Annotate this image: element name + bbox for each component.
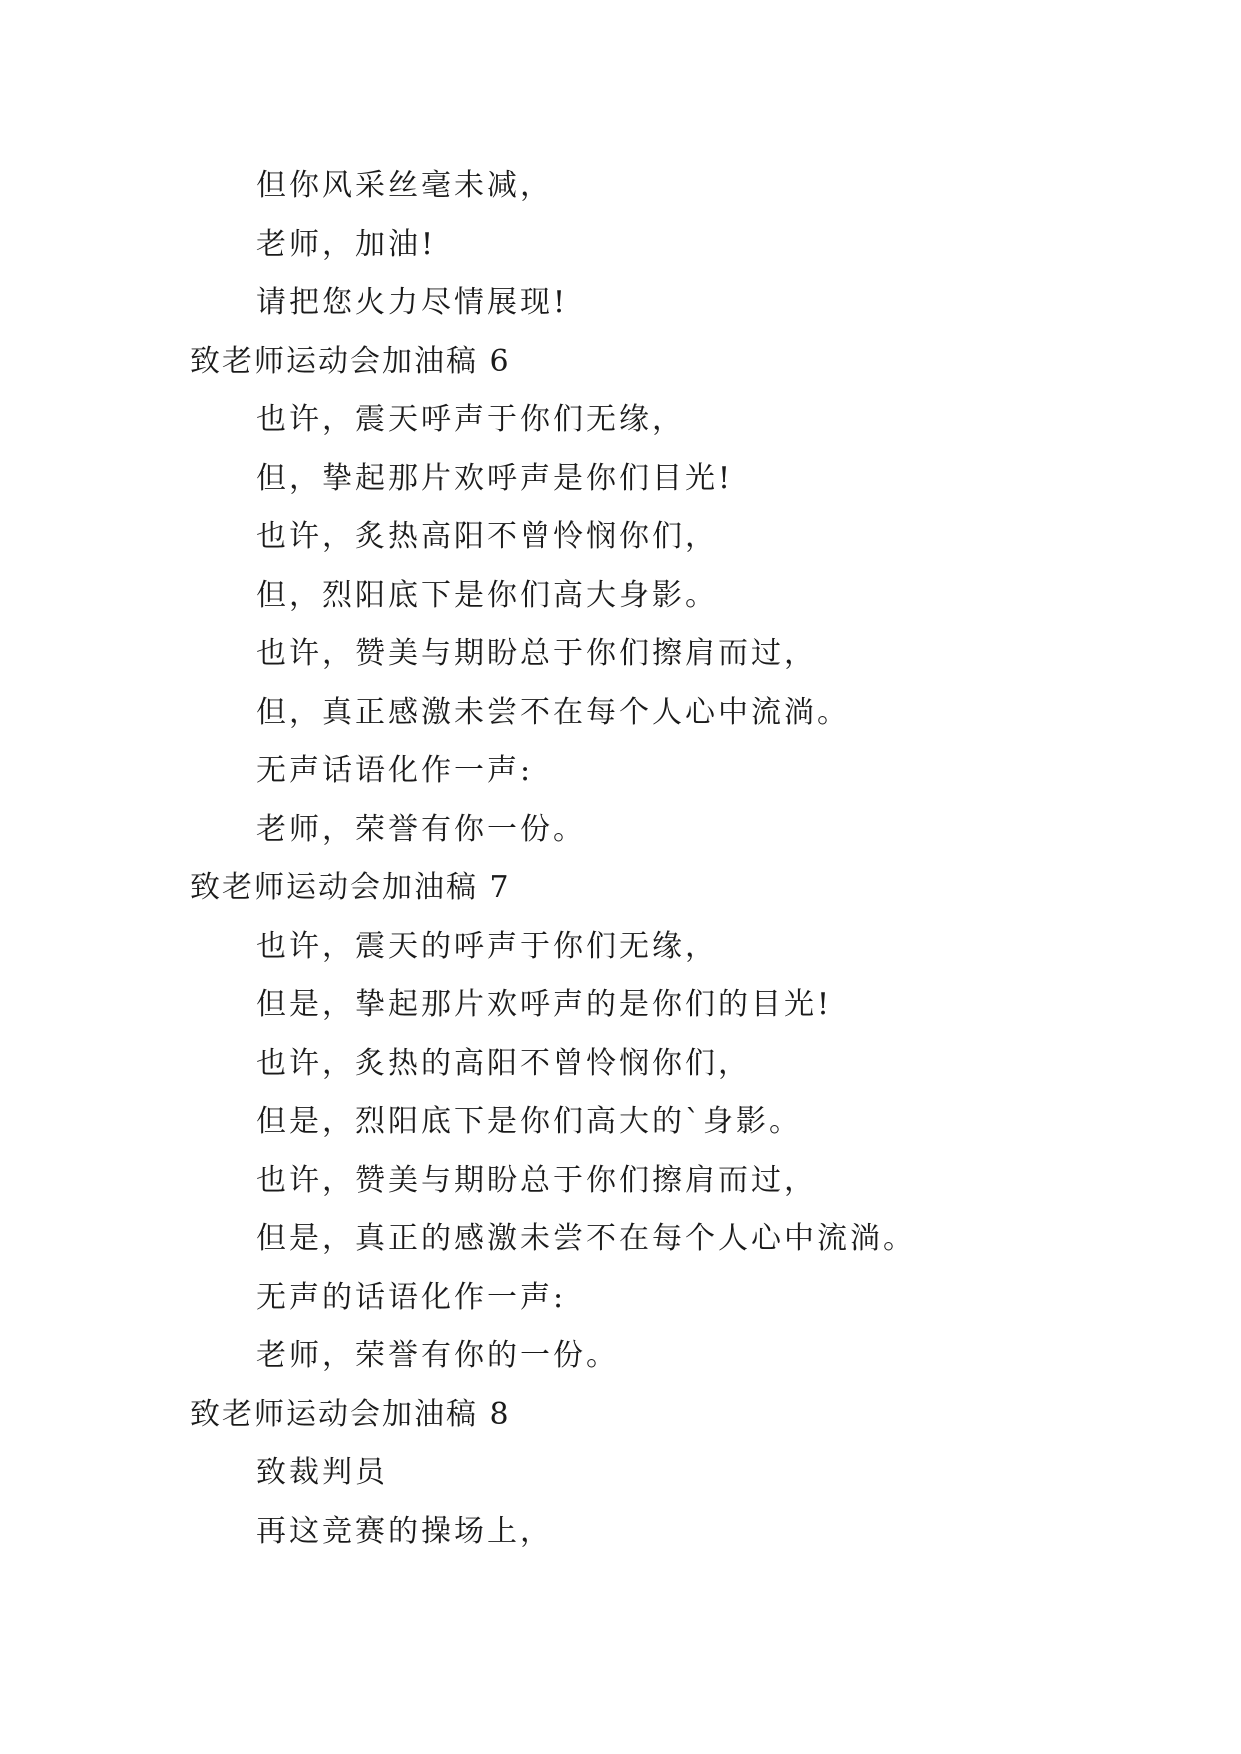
body-line: 也许，炙热的高阳不曾怜悯你们， xyxy=(256,1046,751,1081)
body-line: 但是，真正的感激未尝不在每个人心中流淌。 xyxy=(256,1221,916,1256)
body-line: 老师，加油! xyxy=(256,227,437,262)
body-line: 但你风采丝毫未减， xyxy=(256,168,553,203)
body-line: 但是，挚起那片欢呼声的是你们的目光! xyxy=(256,987,833,1022)
body-line: 无声的话语化作一声: xyxy=(256,1280,567,1315)
body-line: 也许，炙热高阳不曾怜悯你们， xyxy=(256,519,718,554)
section-heading: 致老师运动会加油稿 7 xyxy=(190,870,511,905)
body-line: 也许，震天的呼声于你们无缘， xyxy=(256,929,718,964)
body-line: 也许，赞美与期盼总于你们擦肩而过， xyxy=(256,636,817,671)
body-line: 但，真正感激未尝不在每个人心中流淌。 xyxy=(256,695,850,730)
body-line: 请把您火力尽情展现! xyxy=(256,285,569,320)
body-line: 但是，烈阳底下是你们高大的`身影。 xyxy=(256,1104,802,1139)
body-line: 无声话语化作一声: xyxy=(256,753,534,788)
section-heading: 致老师运动会加油稿 6 xyxy=(190,344,511,379)
body-line: 老师，荣誉有你的一份。 xyxy=(256,1338,619,1373)
section-heading: 致老师运动会加油稿 8 xyxy=(190,1397,511,1432)
body-line: 也许，震天呼声于你们无缘， xyxy=(256,402,685,437)
body-line: 再这竞赛的操场上， xyxy=(256,1514,553,1549)
body-line: 但，烈阳底下是你们高大身影。 xyxy=(256,578,718,613)
body-line: 老师，荣誉有你一份。 xyxy=(256,812,586,847)
body-line: 致裁判员 xyxy=(256,1455,388,1490)
body-line: 但，挚起那片欢呼声是你们目光! xyxy=(256,461,734,496)
body-line: 也许，赞美与期盼总于你们擦肩而过， xyxy=(256,1163,817,1198)
